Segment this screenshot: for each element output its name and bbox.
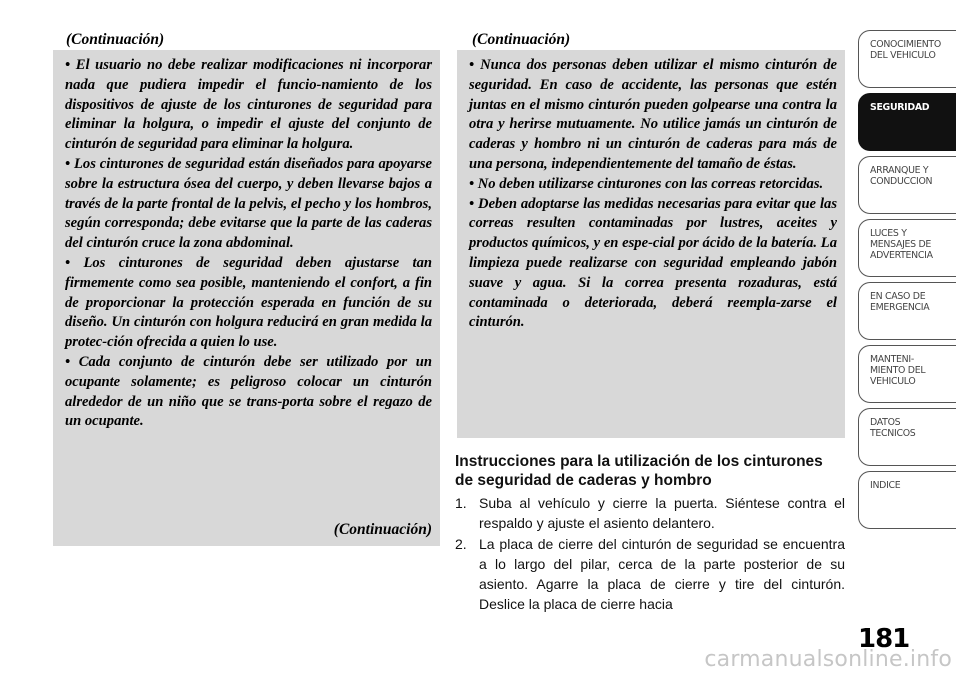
continuation-footer-left: (Continuación) xyxy=(333,521,432,539)
warning-paragraph: • Deben adoptarse las medidas necesarias para evitar que las correas resulten contaminadas por lustres, aceites y productos químicos, y en espe-cial por ácido de la batería. La limpieza puede realizarse con seguridad empleando jabón suave y agua. Si la correa presenta rozaduras, está contaminada o deteriorada, deberá reempla-zarse el cinturón. xyxy=(469,195,837,331)
step-text: La placa de cierre del cinturón de seguridad se encuentra a lo largo del pilar, cerca de la parte posterior de su asiento. Agarre la placa de cierre y tire del cinturón. Deslice la placa de cierre hacia xyxy=(479,536,845,612)
warning-paragraph: • No deben utilizarse cinturones con las correas retorcidas. xyxy=(469,175,824,192)
step-number: 2. xyxy=(455,536,467,552)
tab-luces-y-mensajes[interactable]: LUCES Y MENSAJES DE ADVERTENCIA xyxy=(858,219,956,277)
tab-seguridad[interactable]: SEGURIDAD xyxy=(858,93,956,151)
warning-box-right xyxy=(457,50,845,438)
instruction-step xyxy=(455,493,845,533)
warning-paragraph: • El usuario no debe realizar modificaciones ni incorporar nada que pudiera impedir el funcio-namiento de los dispositivos de ajuste de los cinturones de seguridad para eliminar la holgura, o impedir el ajuste del conjunto de cinturón de seguridad para eliminar la holgura. xyxy=(65,57,432,153)
warning-paragraph: • Los cinturones de seguridad están diseñados para apoyarse sobre la estructura ósea del cuerpo, y deben llevarse bajos a través de la parte frontal de la pelvis, el pecho y los hombros, según corresponda; debe evitarse que la parte de las caderas del cinturón cruce la zona abdominal. xyxy=(65,155,432,252)
tab-conocimiento-del-vehiculo[interactable]: CONOCIMIENTO DEL VEHICULO xyxy=(858,30,956,88)
tab-en-caso-de-emergencia[interactable]: EN CASO DE EMERGENCIA xyxy=(858,282,956,340)
instruction-step xyxy=(455,534,845,614)
chapter-tabs xyxy=(858,30,956,534)
tab-indice[interactable]: INDICE xyxy=(858,471,956,529)
instruction-steps xyxy=(455,493,845,615)
tab-datos-tecnicos[interactable]: DATOS TECNICOS xyxy=(858,408,956,466)
warning-paragraph: • Nunca dos personas deben utilizar el mismo cinturón de seguridad. En caso de accidente, las personas que estén juntas en el mismo cinturón pueden golpearse una contra la otra y herirse mutuamente. No utilice jamás un cinturón de caderas y hombro ni un cinturón de caderas para más de una persona, independientemente del tamaño de éstas. xyxy=(469,57,837,172)
warning-box-left xyxy=(53,50,440,546)
warning-paragraph: • Los cinturones de seguridad deben ajustarse tan firmemente como sea posible, manteniendo el confort, a fin de proporcionar la protección esperada en función de su diseño. Un cinturón con holgura reducirá en gran medida la protec-ción ofrecida a quien lo use. xyxy=(65,254,432,351)
warning-paragraph: • Cada conjunto de cinturón debe ser utilizado por un ocupante solamente; es peligroso colocar un cinturón alrededor de un niño que se trans-porta sobre el regazo de un ocupante. xyxy=(65,353,432,430)
page-number: 181 xyxy=(858,624,910,654)
tab-mantenimiento[interactable]: MANTENI- MIENTO DEL VEHICULO xyxy=(858,345,956,403)
section-title: Instrucciones para la utilización de los cinturones de seguridad de caderas y hombro xyxy=(455,453,823,489)
step-number: 1. xyxy=(455,495,467,511)
watermark: carmanualsonline.info xyxy=(704,647,952,672)
continuation-heading-right: (Continuación) xyxy=(472,31,571,48)
continuation-heading-left: (Continuación) xyxy=(66,31,165,48)
step-text: Suba al vehículo y cierre la puerta. Siéntese contra el respaldo y ajuste el asiento delantero. xyxy=(479,495,845,531)
tab-arranque-y-conduccion[interactable]: ARRANQUE Y CONDUCCION xyxy=(858,156,956,214)
